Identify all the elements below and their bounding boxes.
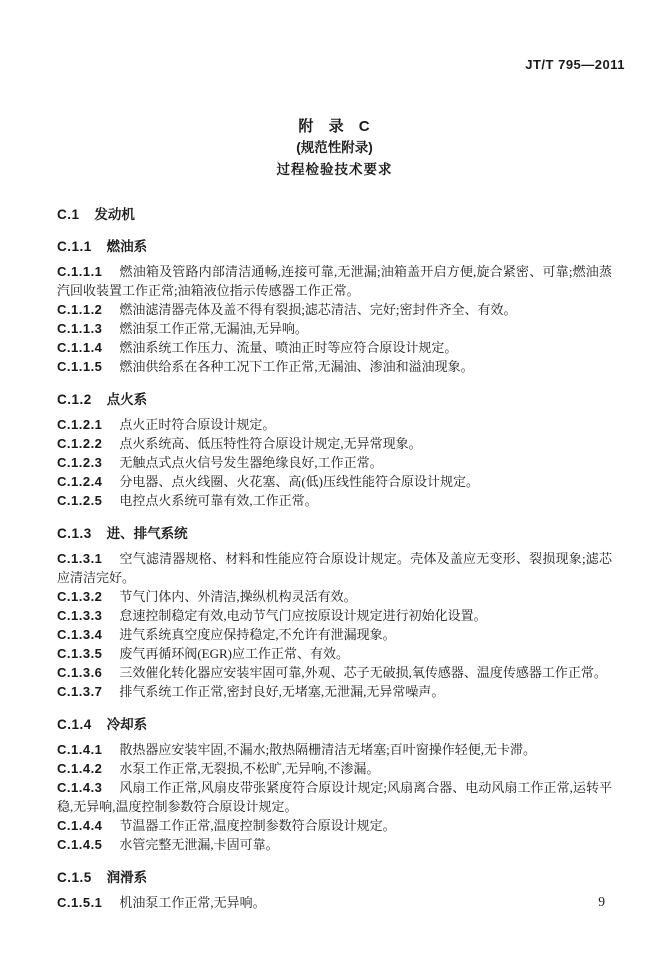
appendix-type: (规范性附录): [296, 140, 373, 155]
clause-text: 排气系统工作正常,密封良好,无堵塞,无泄漏,无异常噪声。: [119, 684, 445, 699]
clause-number: C.1.1.1: [57, 264, 103, 279]
clause-number: C.1.2.5: [57, 493, 103, 508]
subsection-title: 进、排气系统: [106, 526, 188, 541]
clause-number: C.1.1.5: [57, 359, 103, 374]
subsection-number: C.1.3: [57, 526, 92, 541]
subsection-number: C.1.2: [57, 392, 92, 407]
clause-number: C.1.4.2: [57, 761, 103, 776]
clause: [57, 759, 612, 778]
clause-number: C.1.3.4: [57, 627, 103, 642]
subsection-title: 点火系: [106, 392, 148, 407]
clause-number: C.1.1.4: [57, 340, 103, 355]
subsection-title: 燃油系: [106, 239, 148, 254]
clause-text: 怠速控制稳定有效,电动节气门应按原设计规定进行初始化设置。: [119, 608, 487, 623]
clause: [57, 778, 612, 816]
clause-text: 废气再循环阀(EGR)应工作正常、有效。: [119, 646, 349, 661]
clause-number: C.1.3.1: [57, 551, 103, 566]
clause: [57, 644, 612, 663]
clause-number: C.1.3.5: [57, 646, 103, 661]
clause-number: C.1.3.7: [57, 684, 103, 699]
clause: [57, 338, 612, 357]
clause: [57, 587, 612, 606]
clause-number: C.1.4.5: [57, 837, 103, 852]
clause-text: 进气系统真空度应保持稳定,不允许有泄漏现象。: [119, 627, 396, 642]
subsection-heading-c15: [57, 870, 612, 886]
clause-number: C.1.4.4: [57, 818, 103, 833]
page-number: 9: [598, 894, 605, 909]
clause-text: 分电器、点火线圈、火花塞、高(低)压线性能符合原设计规定。: [119, 474, 479, 489]
clause: [57, 740, 612, 759]
clause: [57, 835, 612, 854]
clause: [57, 300, 612, 319]
appendix-title: 附 录 C: [298, 118, 371, 135]
clause: [57, 893, 612, 912]
clause-number: C.1.2.3: [57, 455, 103, 470]
clause-number: C.1.2.4: [57, 474, 103, 489]
clause-number: C.1.3.6: [57, 665, 103, 680]
clause-text: 燃油滤清器壳体及盖不得有裂损;滤芯清洁、完好;密封件齐全、有效。: [119, 302, 517, 317]
clause-text: 水泵工作正常,无裂损,不松旷,无异响,不渗漏。: [119, 761, 380, 776]
clause-text: 燃油泵工作正常,无漏油,无异响。: [119, 321, 308, 336]
clause: [57, 453, 612, 472]
clause-number: C.1.2.1: [57, 417, 103, 432]
clause: [57, 262, 612, 300]
subsection-heading-c14: [57, 717, 612, 733]
clause-number: C.1.1.2: [57, 302, 103, 317]
section-number: C.1: [57, 207, 80, 222]
clause-text: 点火正时符合原设计规定。: [119, 417, 276, 432]
clause-text: 散热器应安装牢固,不漏水;散热隔栅清洁无堵塞;百叶窗操作轻便,无卡滞。: [119, 742, 537, 757]
section-heading-c1: [57, 207, 612, 223]
clause: [57, 472, 612, 491]
clause-text: 燃油箱及管路内部清洁通畅,连接可靠,无泄漏;油箱盖开启方便,旋合紧密、可靠;燃油蒸汽回收装置工作正常;油箱液位指示传感器工作正常。: [57, 264, 612, 298]
clause-text: 电控点火系统可靠有效,工作正常。: [119, 493, 318, 508]
subsection-title: 冷却系: [106, 717, 148, 732]
clause: [57, 415, 612, 434]
clause-number: C.1.2.2: [57, 436, 103, 451]
clause-text: 燃油供给系在各种工况下工作正常,无漏油、渗油和溢油现象。: [119, 359, 474, 374]
appendix-title-block: [57, 117, 612, 181]
clause: [57, 549, 612, 587]
appendix-subject: 过程检验技术要求: [276, 162, 393, 177]
subsection-number: C.1.4: [57, 717, 92, 732]
clause: [57, 816, 612, 835]
subsection-heading-c13: [57, 526, 612, 542]
clause-number: C.1.1.3: [57, 321, 103, 336]
clause: [57, 663, 612, 682]
clause-text: 机油泵工作正常,无异响。: [119, 895, 266, 910]
clause-text: 三效催化转化器应安装牢固可靠,外观、芯子无破损,氧传感器、温度传感器工作正常。: [119, 665, 607, 680]
subsection-heading-c12: [57, 392, 612, 408]
standard-code: JT/T 795—2011: [525, 57, 625, 72]
subsection-title: 润滑系: [106, 870, 148, 885]
clause: [57, 606, 612, 625]
subsection-number: C.1.5: [57, 870, 92, 885]
clause-text: 燃油系统工作压力、流量、喷油正时等应符合原设计规定。: [119, 340, 458, 355]
clause-number: C.1.4.3: [57, 780, 103, 795]
clause: [57, 357, 612, 376]
clause: [57, 319, 612, 338]
clause-number: C.1.3.3: [57, 608, 103, 623]
clause-text: 节气门体内、外清洁,操纵机构灵活有效。: [119, 589, 357, 604]
clause-number: C.1.5.1: [57, 895, 103, 910]
section-title: 发动机: [94, 207, 135, 222]
clause-text: 点火系统高、低压特性符合原设计规定,无异常现象。: [119, 436, 422, 451]
clause-text: 空气滤清器规格、材料和性能应符合原设计规定。壳体及盖应无变形、裂损现象;滤芯应清洁完好。: [57, 551, 612, 585]
clause: [57, 434, 612, 453]
clause-text: 无触点式点火信号发生器绝缘良好,工作正常。: [119, 455, 383, 470]
clause: [57, 625, 612, 644]
clause-text: 水管完整无泄漏,卡固可靠。: [119, 837, 279, 852]
clause: [57, 682, 612, 701]
clause-number: C.1.3.2: [57, 589, 103, 604]
clause-number: C.1.4.1: [57, 742, 103, 757]
clause-text: 风扇工作正常,风扇皮带张紧度符合原设计规定;风扇离合器、电动风扇工作正常,运转平稳,无异响,温度控制参数符合原设计规定。: [57, 780, 612, 814]
subsection-heading-c11: [57, 239, 612, 255]
clause: [57, 491, 612, 510]
clause-text: 节温器工作正常,温度控制参数符合原设计规定。: [119, 818, 396, 833]
subsection-number: C.1.1: [57, 239, 92, 254]
